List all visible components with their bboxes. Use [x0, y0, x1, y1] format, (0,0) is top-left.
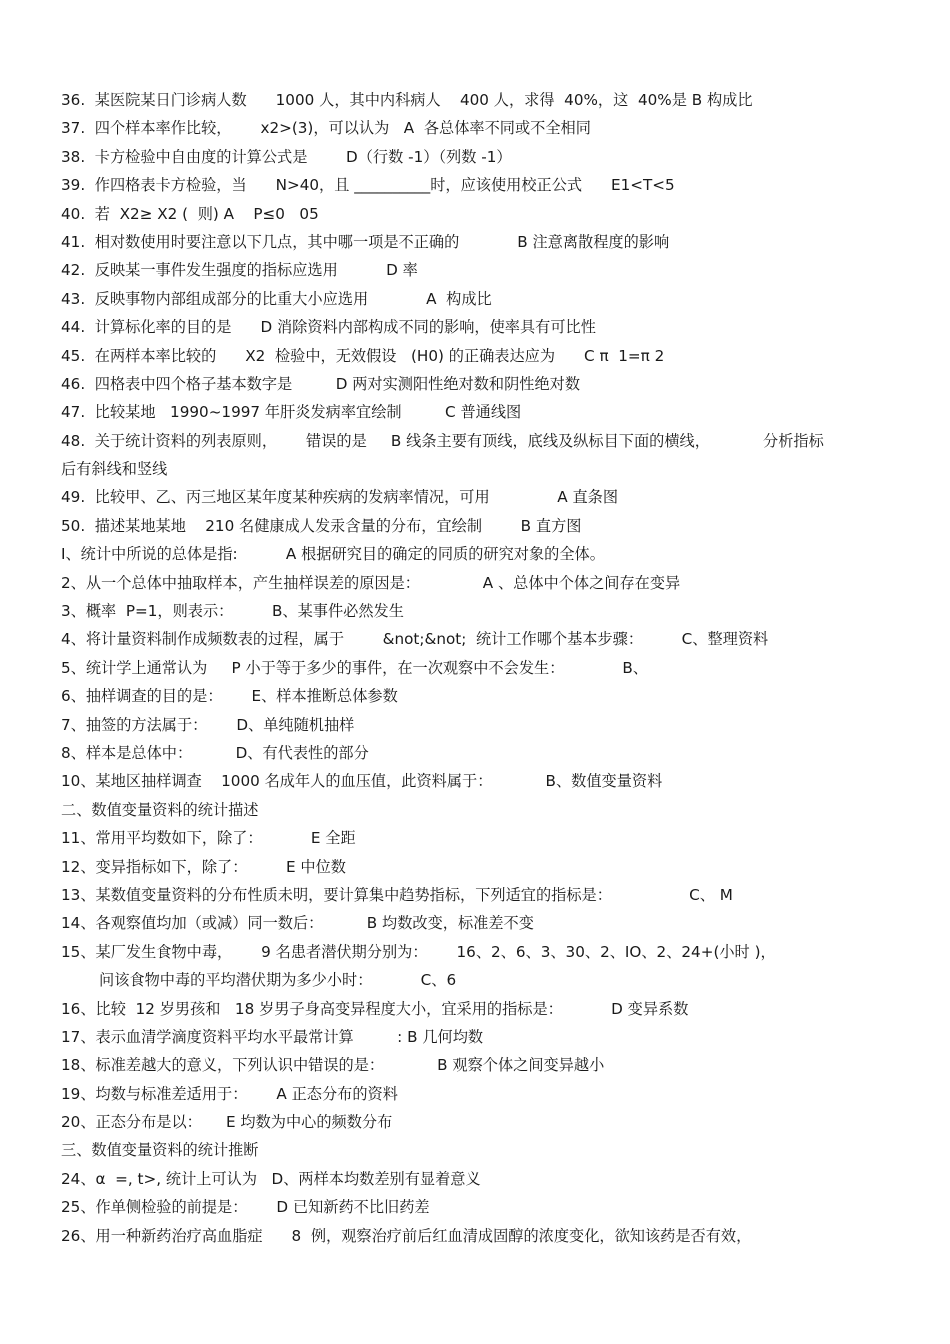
text-line: 7、抽签的方法属于： D、单纯随机抽样: [61, 715, 355, 734]
text-line: 3、概率 P=1，则表示： B、某事件必然发生: [61, 602, 404, 621]
text-line: 后有斜线和竖线: [61, 460, 168, 479]
text-line: 39. 作四格表卡方检验，当 N>40，且 __________时，应该使用校正公式 E1<T<5: [61, 176, 675, 195]
text-line: 49. 比较甲、乙、丙三地区某年度某种疾病的发病率情况，可用 A 直条图: [61, 488, 619, 507]
document-page: [0, 86, 950, 1250]
text-line: 41. 相对数使用时要注意以下几点，其中哪一项是不正确的 B 注意离散程度的影响: [61, 232, 670, 251]
text-line: 19、均数与标准差适用于： A 正态分布的资料: [61, 1084, 398, 1103]
text-line: 48. 关于统计资料的列表原则， 错误的是 B 线条主要有顶线，底线及纵标目下面的横线， 分析指标: [61, 431, 824, 450]
text-line: 6、抽样调查的目的是： E、样本推断总体参数: [61, 687, 398, 706]
text-line: 36. 某医院某日门诊病人数 1000 人，其中内科病人 400 人，求得 40%，这 40%是 B 构成比: [61, 91, 753, 109]
text-line: 38. 卡方检验中自由度的计算公式是 D（行数 -1）（列数 -1）: [61, 147, 512, 166]
text-line: 15、某厂发生食物中毒， 9 名患者潜伏期分别为： 16、2、6、3、30、2、IO、2、24+(小时 )，: [61, 942, 776, 961]
text-line: 43. 反映事物内部组成部分的比重大小应选用 A 构成比: [61, 289, 492, 308]
text-line: 14、各观察值均加（或减）同一数后： B 均数改变，标准差不变: [61, 914, 534, 933]
text-line: 5、统计学上通常认为 P 小于等于多少的事件，在一次观察中不会发生： B、: [61, 658, 648, 677]
text-line: 16、比较 12 岁男孩和 18 岁男子身高变异程度大小，宜采用的指标是： D 变异系数: [61, 999, 689, 1018]
text-line: 26、用一种新药治疗高血脂症 8 例，观察治疗前后红血清成固醇的浓度变化，欲知该药是否有效，: [61, 1226, 752, 1245]
text-line: 13、某数值变量资料的分布性质未明，要计算集中趋势指标，下列适宜的指标是： C、 M: [61, 885, 733, 904]
text-line: 50. 描述某地某地 210 名健康成人发汞含量的分布，宜绘制 B 直方图: [61, 516, 582, 535]
text-line: 18、标准差越大的意义，下列认识中错误的是： B 观察个体之间变异越小: [61, 1056, 605, 1075]
text-line: 10、某地区抽样调查 1000 名成年人的血压值，此资料属于： B、数值变量资料: [61, 772, 663, 791]
text-line: 8、样本是总体中： D、有代表性的部分: [61, 743, 369, 762]
section-heading: 二、数值变量资料的统计描述: [61, 800, 259, 819]
text-line: 20、正态分布是以： E 均数为中心的频数分布: [61, 1113, 393, 1132]
text-line: 46. 四格表中四个格子基本数字是 D 两对实测阳性绝对数和阴性绝对数: [61, 374, 581, 393]
text-line: I、统计中所说的总体是指: A 根据研究目的确定的同质的研究对象的全体。: [61, 545, 605, 564]
text-line: 2、从一个总体中抽取样本，产生抽样误差的原因是： A 、总体中个体之间存在变异: [61, 573, 681, 592]
text-line: 24、α =, t>, 统计上可认为 D、两样本均数差别有显着意义: [61, 1169, 481, 1188]
text-line: 45. 在两样本率比较的 X2 检验中，无效假设 (H0) 的正确表达应为 C π 1=π 2: [61, 346, 665, 365]
text-line: 17、表示血清学滴度资料平均水平最常计算 : B 几何均数: [61, 1027, 484, 1046]
text-line: 44. 计算标化率的目的是 D 消除资料内部构成不同的影响，使率具有可比性: [61, 318, 596, 337]
text-line: 37. 四个样本率作比较， x2>(3)，可以认为 A 各总体率不同或不全相同: [61, 119, 591, 138]
text-line: 11、常用平均数如下，除了： E 全距: [61, 829, 356, 848]
text-line: 12、变异指标如下，除了： E 中位数: [61, 857, 346, 876]
text-line: 42. 反映某一事件发生强度的指标应选用 D 率: [61, 261, 418, 280]
section-heading: 三、数值变量资料的统计推断: [61, 1141, 259, 1160]
text-line: 问该食物中毒的平均潜伏期为多少小时： C、6: [99, 971, 457, 990]
text-line: 4、将计量资料制作成频数表的过程，属于 &not;&not; 统计工作哪个基本步骤： C、整理资料: [61, 630, 769, 649]
text-line: 25、作单侧检验的前提是： D 已知新药不比旧药差: [61, 1198, 430, 1217]
text-line: 47. 比较某地 1990~1997 年肝炎发病率宜绘制 C 普通线图: [61, 403, 522, 422]
text-line: 40. 若 X2≥ X2 ( 则) A P≤0 05: [61, 204, 319, 223]
